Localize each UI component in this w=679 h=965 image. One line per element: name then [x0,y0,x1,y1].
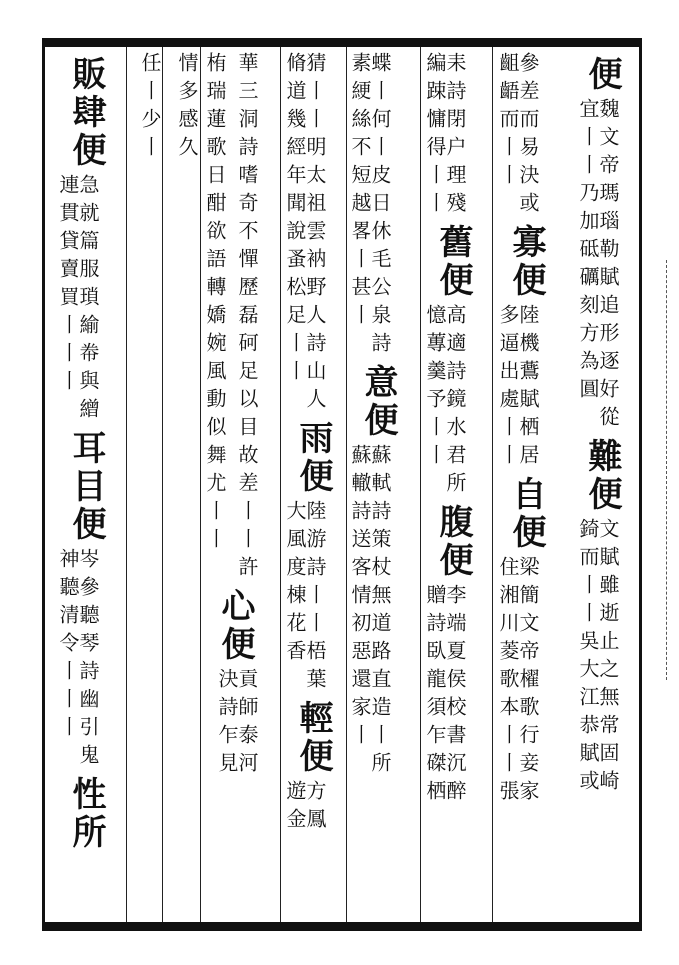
commentary-line: 任丨少丨 [138,52,162,164]
column-rule [162,47,163,922]
headword: 耳目便 [66,430,106,544]
headword: 寡便 [506,224,546,300]
headword: 輕便 [293,700,333,776]
text-column [167,52,197,918]
commentary-line: 決詩乍見 [215,668,239,780]
commentary-line: 遊金 [283,780,307,836]
commentary-line: 岑參聽琴詩幽引鬼 [76,548,100,772]
commentary-line: 李端夏侯校書沉醉 [443,584,467,808]
page-edge [666,260,679,680]
commentary-line: 蝶丨何丨皮日休毛公泉詩 [368,52,392,360]
commentary-line: 齟齬而丨丨 [496,52,520,192]
headword: 心便 [215,588,255,664]
headword: 販肆便 [66,56,106,170]
commentary-line: 宜丨丨乃加砥礪刻方為圓 [576,98,600,406]
column-rule [200,47,201,922]
column-rule [280,47,281,922]
commentary-line: 耒詩閉户理殘 [443,52,467,220]
commentary-line: 魏文帝瑪瑙勒賦追形逐好從 [596,98,620,434]
commentary-line: 編踈慵得丨丨 [423,52,447,220]
headword: 難便 [582,438,622,514]
text-column [578,52,630,918]
commentary-line: 陸機鷰賦栖居 [516,304,540,472]
text-column [425,52,485,918]
commentary-line: 神聽清令丨丨丨 [56,548,80,744]
commentary-line: 大風度棟花香 [283,500,307,668]
column-rule [420,47,421,922]
headword: 自便 [506,476,546,552]
frame-top-rule [42,38,642,47]
commentary-line: 方鳳 [303,780,327,836]
commentary-line: 陸游詩丨丨梧葉 [303,500,327,696]
headword: 便 [582,56,622,94]
commentary-line: 憶蓴羹予丨丨 [423,304,447,472]
text-column [130,52,160,918]
text-column [205,52,225,918]
commentary-line: 住湘川菱歌本丨丨張 [496,556,520,808]
headword: 舊便 [433,224,473,300]
text-column [58,52,118,918]
commentary-line: 情多感久 [175,52,199,164]
commentary-line: 高適詩鏡水君所 [443,304,467,500]
commentary-line: 文賦雖逝止之無常固崎 [596,518,620,798]
commentary-line: 參差而易決或 [516,52,540,220]
commentary-line: 貢師泰河 [235,668,259,780]
commentary-line: 連貫貸賣買丨丨丨 [56,174,80,398]
headword: 腹便 [433,504,473,580]
headword: 性所 [66,776,106,852]
column-rule [126,47,127,922]
commentary-line: 贈詩臥龍須乍磔栖 [423,584,447,808]
commentary-line: 急就篇服瑣緰帣與繒 [76,174,100,426]
column-rule [492,47,493,922]
text-column [285,52,345,918]
text-column [498,52,558,918]
column-rule [346,47,347,922]
commentary-line: 栯瑞蓮歌日酣欲語轉嬌婉風動似舞尤丨丨 [203,52,227,556]
commentary-line: 猜丨丨明太祖雲衲野人詩山人 [303,52,327,416]
commentary-line: 蘇軾詩策杖無道路直造丨所 [368,444,392,780]
frame-bottom-rule [42,922,642,931]
headword: 雨便 [293,420,333,496]
commentary-line: 華三洞詩嗜奇不憚歷磊砢足以目故差丨丨許 [235,52,259,584]
commentary-line: 素綆絲不短越畧丨甚丨 [348,52,372,332]
commentary-line: 脩道幾經年聞說蚤松足丨丨 [283,52,307,388]
commentary-line: 多逼出處丨丨 [496,304,520,472]
headword: 意便 [358,364,398,440]
commentary-line: 梁簡文帝櫂歌行妾家 [516,556,540,808]
commentary-line: 錡而丨丨吳大江恭賦或 [576,518,600,798]
text-column [350,52,410,918]
commentary-line: 蘇轍詩送客情初惡還家丨 [348,444,372,752]
